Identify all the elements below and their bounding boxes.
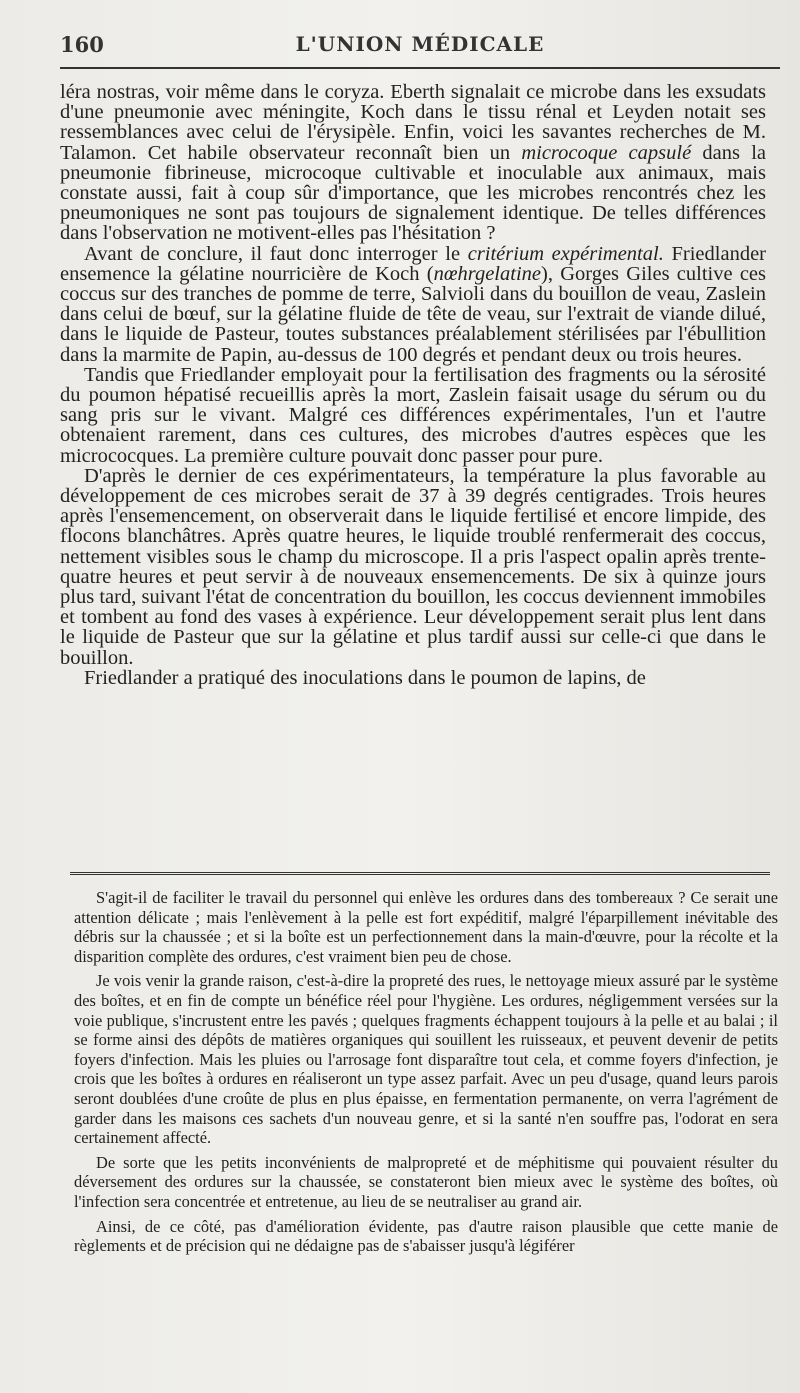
paragraph: D'après le dernier de ces expérimentateurs, la température la plus favorable au développement de ces microbes serait de 37 à 39 degrés centigrades. Trois heures après l'ensemencement, on observerait dans le liquide fertilisé et encore limpide, des flocons blanchâtres. Après quatre heures, le liquide troublé renfermerait des coccus, nettement visibles sous le champ du microscope. Il a pris l'aspect opalin après trente-quatre heures et peut servir à de nouveaux ensemencements. De six à quinze jours plus tard, suivant l'état de concentration du bouillon, les coccus deviennent immobiles et tombent au fond des vases à expérience. Leur développement serait plus lent dans le liquide de Pasteur que sur la gélatine et plus tardif aussi sur celle-ci que dans le bouillon. xyxy=(60,464,766,669)
paragraph: Tandis que Friedlander employait pour la fertilisation des fragments ou la sérosité du poumon hépatisé recueillis après la mort, Zaslein faisait usage du sérum ou du sang pris sur le vivant. Malgré ces différences expérimentales, l'un et l'autre obtenaient rarement, dans ces cultures, des microbes d'autres espèces que les micrococques. La première culture pouvait donc passer pour pure. xyxy=(60,363,766,467)
feuilleton-section xyxy=(74,888,778,1261)
italic-term: critérium expérimental. xyxy=(467,242,664,265)
feuilleton-paragraph: Je vois venir la grande raison, c'est-à-dire la propreté des rues, le nettoyage mieux assuré par le système des boîtes, et en fin de compte un bénéfice réel pour l'hygiène. Les ordures, négligemment versées sur la voie publique, s'incrustent entre les pavés ; quelques fragments échappent toujours à la pelle et au balai ; il se forme ainsi des dépôts de matières organiques qui souillent les ruisseaux, et peuvent devenir de petits foyers d'infection. Mais les pluies ou l'arrosage font disparaître tout cela, et comme foyers d'infection, je crois que les boîtes à ordures en réaliseront un type assez parfait. Avec un peu d'usage, quand leurs parois seront doublées d'une croûte de plus en plus épaisse, en fermentation permanente, on verra l'agrément de garder dans les maisons ces sachets d'un nouveau genre, et si la santé n'en souffre pas, l'odorat en sera certainement affecté. xyxy=(74,971,778,1148)
main-article xyxy=(60,82,766,688)
running-title: L'UNION MÉDICALE xyxy=(295,32,545,56)
feuilleton-paragraph: Ainsi, de ce côté, pas d'amélioration évidente, pas d'autre raison plausible que cette manie de règlements et de précision qui ne dédaigne pas de s'abaisser jusqu'à légiférer xyxy=(74,1216,778,1256)
feuilleton-paragraph: S'agit-il de faciliter le travail du personnel qui enlève les ordures dans des tombereaux ? Ce serait une attention délicate ; mais l'enlèvement à la pelle est fort expéditif, malgré l'éparpillement inévitable des débris sur la chaussée ; et si la boîte est un perfectionnement dans la main-d'œuvre, pour la récolte et la disparition complète des ordures, c'est vraiment bien peu de chose. xyxy=(74,888,778,966)
italic-term: microcoque capsulé xyxy=(521,141,692,164)
feuilleton-separator xyxy=(70,872,770,877)
page-header xyxy=(60,28,780,62)
page-number: 160 xyxy=(60,32,104,57)
italic-term: nœhrgelatine xyxy=(433,262,541,285)
paragraph: léra nostras, voir même dans le coryza. Eberth signalait ce microbe dans les exsudats d'une pneumonie avec méningite, Koch dans le tissu rénal et Leyden notait ses ressemblances avec celui de l'érysipèle. Enfin, voici les savantes recherches de M. Talamon. Cet habile observateur reconnaît bien un microcoque capsulé dans la pneumonie fibrineuse, microcoque cultivable et inoculable aux animaux, mais constate aussi, fait à coup sûr d'importance, que les microbes rencontrés chez les pneumoniques ne sont pas toujours de signalement identique. De telles différences dans l'observation ne motivent-elles pas l'hésitation ? xyxy=(60,81,766,245)
header-rule xyxy=(60,67,780,69)
paragraph: Avant de conclure, il faut donc interroger le critérium expérimental. Friedlander ensemence la gélatine nourricière de Koch (nœhrgelatine), Gorges Giles cultive ces coccus sur des tranches de pomme de terre, Salvioli dans du bouillon de veau, Zaslein dans celui de bœuf, sur la gélatine fluide de tête de veau, sur l'extrait de viande dilué, dans le liquide de Pasteur, toutes substances préalablement stérilisées par l'ébullition dans la marmite de Papin, au-dessus de 100 degrés et pendant deux ou trois heures. xyxy=(60,242,766,366)
feuilleton-paragraph: De sorte que les petits inconvénients de malpropreté et de méphitisme qui pouvaient résulter du déversement des ordures sur la chaussée, se constateront bien mieux avec le système des boîtes, où l'infection sera concentrée et entretenue, au lieu de se neutraliser au grand air. xyxy=(74,1152,778,1211)
paragraph: Friedlander a pratiqué des inoculations dans le poumon de lapins, de xyxy=(84,666,646,689)
